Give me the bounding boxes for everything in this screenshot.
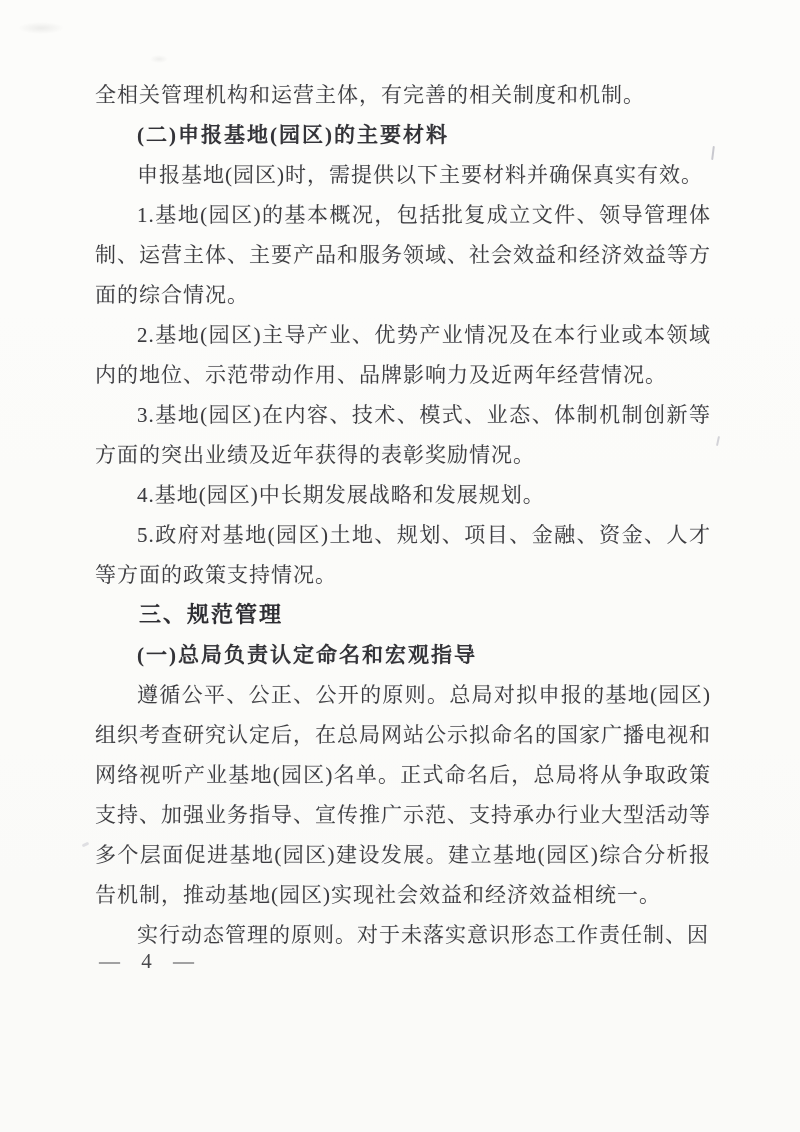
paragraph-item-2: 2.基地(园区)主导产业、优势产业情况及在本行业或本领域内的地位、示范带动作用、品牌影响力及近两年经营情况。 [95,323,711,387]
scan-artifact-smudge [18,22,64,34]
scan-artifact-smudge [150,55,168,63]
page-number: — 4 — [99,949,196,973]
paragraph-item-3: 3.基地(园区)在内容、技术、模式、业态、体制机制创新等方面的突出业绩及近年获得的表彰奖励情况。 [95,403,711,467]
paragraph-item-4: 4.基地(园区)中长期发展战略和发展规划。 [137,483,545,507]
paragraph: 申报基地(园区)时，需提供以下主要材料并确保真实有效。 [137,163,703,187]
paragraph-cutoff: 实行动态管理的原则。对于未落实意识形态工作责任制、因 [137,923,709,947]
paragraph-item-1: 1.基地(园区)的基本概况，包括批复成立文件、领导管理体制、运营主体、主要产品和服务领域、社会效益和经济效益等方面的综合情况。 [95,203,711,307]
subsection-heading-2: (二)申报基地(园区)的主要材料 [137,123,449,147]
document-text-block [95,75,711,955]
paragraph-continuation: 全相关管理机构和运营主体，有完善的相关制度和机制。 [95,83,645,107]
section-heading-3: 三、规范管理 [139,602,284,627]
paragraph-item-5: 5.政府对基地(园区)土地、规划、项目、金融、资金、人才等方面的政策支持情况。 [95,523,711,587]
subsection-heading-1: (一)总局负责认定命名和宏观指导 [137,643,477,667]
paragraph: 遵循公平、公正、公开的原则。总局对拟申报的基地(园区)组织考查研究认定后，在总局网站公示拟命名的国家广播电视和网络视听产业基地(园区)名单。正式命名后，总局将从争取政策支持、加强业务指导、宣传推广示范、支持承办行业大型活动等多个层面促进基地(园区)建设发展。建立基地(园区)综合分析报告机制，推动基地(园区)实现社会效益和经济效益相统一。 [95,683,711,907]
